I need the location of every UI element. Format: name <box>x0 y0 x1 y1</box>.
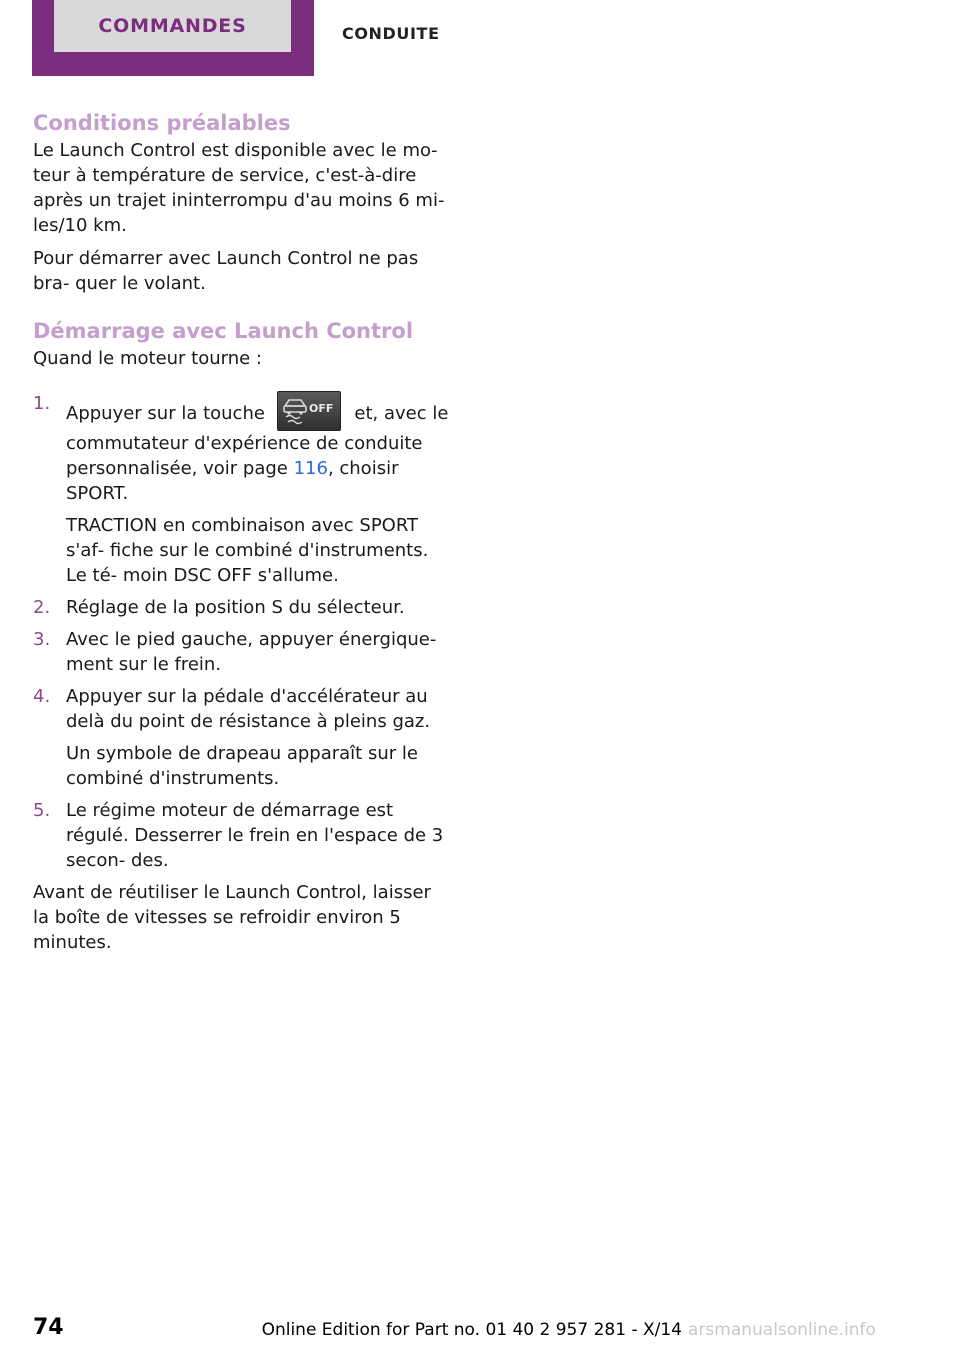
step-5 <box>33 798 451 873</box>
step-2-text: Réglage de la position S du sélecteur. <box>66 597 405 618</box>
footer-watermark: arsmanualsonline.info <box>688 1320 876 1340</box>
dsc-off-button-text: OFF <box>308 402 334 415</box>
section1-paragraph-1: Le Launch Control est disponible avec le mo‐ teur à température de service, c'est-à-dire après un trajet ininterrompu d'au moins 6 mi‐ les/10 km. <box>33 140 445 236</box>
section2-intro: Quand le moteur tourne : <box>33 348 262 369</box>
step-1-subtext: TRACTION en combinaison avec SPORT s'af‐ fiche sur le combiné d'instruments. Le té‐ moin DSC OFF s'allume. <box>66 515 429 586</box>
step-3-text: Avec le pied gauche, appuyer énergique‐ ment sur le frein. <box>66 629 437 675</box>
header-tab-commandes-label: COMMANDES <box>98 15 247 37</box>
step-1-text-end: , choisir SPORT. <box>66 458 399 504</box>
step-1-number: 1. <box>33 393 51 414</box>
section1-paragraph-2: Pour démarrer avec Launch Control ne pas bra‐ quer le volant. <box>33 248 419 294</box>
step-4 <box>33 684 451 791</box>
step-2 <box>33 595 451 620</box>
step-1-text-before: Appuyer sur la touche <box>66 403 265 424</box>
main-content <box>33 108 451 955</box>
step-4-text: Appuyer sur la pédale d'accélérateur au delà du point de résistance à pleins gaz. <box>66 686 431 732</box>
header-tab-conduite[interactable]: CONDUITE <box>342 24 440 43</box>
dsc-off-button-icon <box>277 391 341 431</box>
step-1 <box>33 391 451 588</box>
page-link-116[interactable]: 116 <box>293 458 328 479</box>
section2-closing: Avant de réutiliser le Launch Control, laisser la boîte de vitesses se refroidir environ 5 minutes. <box>33 882 431 953</box>
page-number: 74 <box>33 1315 64 1340</box>
step-4-number: 4. <box>33 686 51 707</box>
dsc-off-car-icon <box>281 395 337 427</box>
step-5-number: 5. <box>33 800 51 821</box>
step-1-text-after: et, avec le commutateur d'expérience de conduite personnalisée, voir page <box>66 403 449 479</box>
step-3 <box>33 627 451 677</box>
header-tab-commandes[interactable] <box>32 0 314 76</box>
header-tab-commandes-inner <box>54 0 291 52</box>
step-4-subtext: Un symbole de drapeau apparaît sur le combiné d'instruments. <box>66 743 418 789</box>
step-2-number: 2. <box>33 597 51 618</box>
footer-edition: Online Edition for Part no. 01 40 2 957 281 - X/14 <box>261 1320 682 1340</box>
section-title-conditions: Conditions préalables <box>33 111 291 135</box>
step-5-text: Le régime moteur de démarrage est régulé. Desserrer le frein en l'espace de 3 secon‐ des. <box>66 800 444 871</box>
steps-list <box>33 391 451 873</box>
step-3-number: 3. <box>33 629 51 650</box>
section-title-launch-control: Démarrage avec Launch Control <box>33 319 414 343</box>
